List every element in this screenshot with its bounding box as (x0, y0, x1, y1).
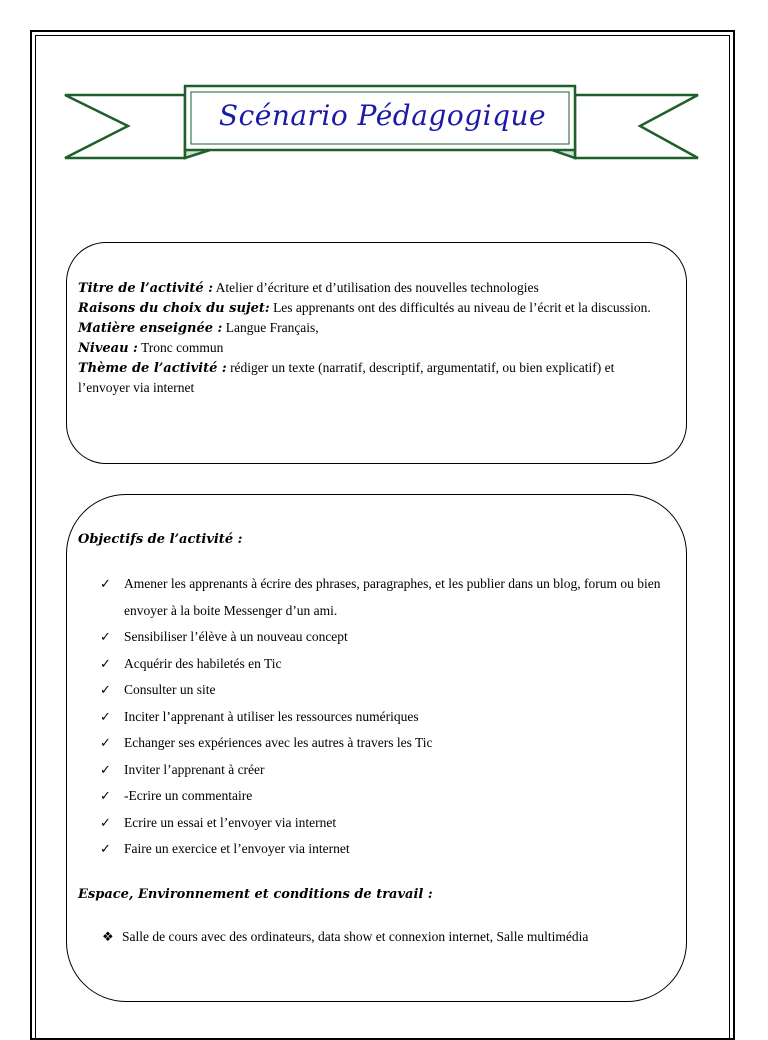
matiere-value: Langue Français, (222, 320, 319, 335)
raisons-value: Les apprenants ont des difficultés au niveau de l’écrit et la discussion. (269, 300, 651, 315)
objectives-title: Objectifs de l’activité : (78, 532, 243, 547)
list-item: ✓ Acquérir des habiletés en Tic (100, 651, 675, 678)
list-item: ✓ Sensibiliser l’élève à un nouveau concept (100, 624, 675, 651)
titre-line (78, 278, 658, 298)
activity-info (78, 278, 658, 397)
checkmark-icon: ✓ (100, 761, 111, 777)
checkmark-icon: ✓ (100, 629, 111, 644)
espace-title: Espace, Environnement et conditions de travail : (78, 887, 433, 902)
checkmark-icon: ✓ (100, 735, 111, 750)
list-item: ✓ Faire un exercice et l’envoyer via internet (100, 836, 675, 863)
checkmark-icon: ✓ (100, 655, 111, 671)
checkmark-icon: ✓ (100, 576, 111, 591)
checkmark-icon: ✓ (100, 708, 111, 724)
list-item: ✓ Ecrire un essai et l’envoyer via internet (100, 810, 675, 837)
raisons-label: Raisons du choix du sujet: (78, 301, 270, 316)
list-item: ✓ Amener les apprenants à écrire des phrases, paragraphes, et les publier dans un blog, forum ou bien envoyer à la boite Messenger d’un ami. (100, 571, 675, 624)
page-title: Scénario Pédagogique (218, 98, 547, 132)
checkmark-icon: ✓ (100, 788, 111, 803)
list-item: ✓ -Ecrire un commentaire (100, 783, 675, 810)
titre-label: Titre de l’activité : (78, 281, 213, 296)
niveau-value: Tronc commun (137, 340, 224, 355)
diamond-bullet-icon: ❖ (102, 929, 114, 944)
espace-item-text: Salle de cours avec des ordinateurs, data show et connexion internet, Salle multimédia (122, 929, 589, 944)
list-item: ✓ Consulter un site (100, 677, 675, 704)
theme-value: rédiger un texte (narratif, descriptif, argumentatif, ou bien explicatif) et l’envoyer via internet (78, 360, 615, 395)
objectives-list (100, 571, 675, 863)
list-item: ✓ Echanger ses expériences avec les autres à travers les Tic (100, 730, 675, 757)
checkmark-icon: ✓ (100, 682, 111, 697)
espace-item (102, 928, 662, 945)
list-item: ✓ Inviter l’apprenant à créer (100, 757, 675, 784)
theme-label: Thème de l’activité : (78, 361, 227, 376)
checkmark-icon: ✓ (100, 814, 111, 830)
checkmark-icon: ✓ (100, 841, 111, 856)
raisons-line (78, 298, 658, 318)
niveau-label: Niveau : (78, 341, 138, 356)
list-item: ✓ Inciter l’apprenant à utiliser les ressources numériques (100, 704, 675, 731)
matiere-label: Matière enseignée : (78, 321, 223, 336)
titre-value: Atelier d’écriture et d’utilisation des nouvelles technologies (213, 280, 539, 295)
matiere-line (78, 318, 658, 338)
theme-line (78, 358, 658, 397)
niveau-line (78, 338, 658, 358)
